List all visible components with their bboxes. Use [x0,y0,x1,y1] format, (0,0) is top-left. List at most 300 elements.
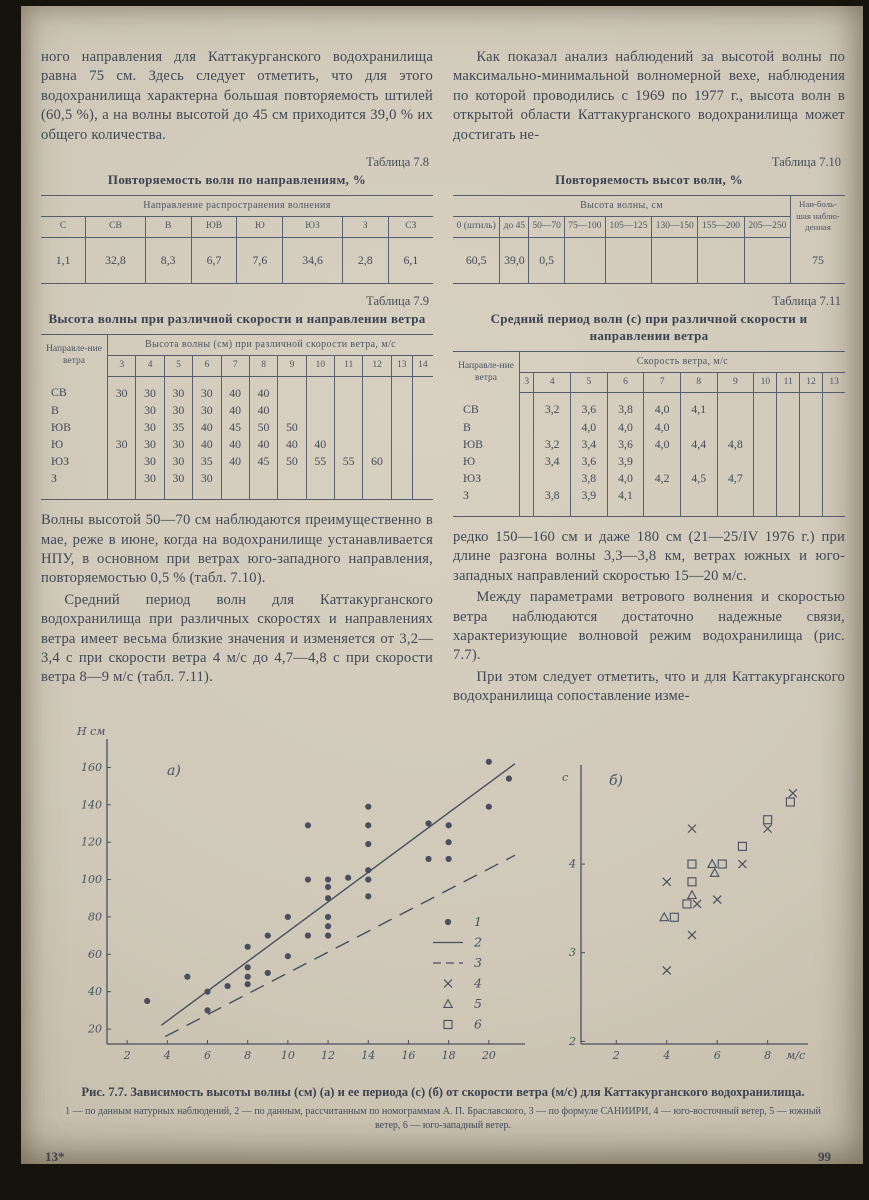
table-cell: 30 [164,470,192,500]
table-cell [412,436,433,453]
table-cell [335,402,363,419]
table-cell [221,470,249,500]
page-footer [45,1149,831,1165]
table-header-cell: 105—125 [605,217,651,237]
table-cell: 40 [249,436,277,453]
table-cell: 40 [306,436,334,453]
table-cell: 30 [136,470,164,500]
figure-footnote: 1 — по данным натурных наблюдений, 2 — по данным, рассчитанным по номограммам А. П. Браславского, 3 — по формуле САНИИРИ, 4 — юго-восточный ветер, 5 — южный ветер, 6 — юго-западный ветер. [65,1105,821,1131]
table-cell: 4,4 [680,436,717,453]
table-cell [363,376,391,402]
table-cell: 3,8 [607,393,644,419]
table-cell [799,436,822,453]
table-7-8-title: Повторяемость волн по направлениям, % [107,172,367,188]
table-header-cell: В [145,217,191,237]
table-header-cell: 5 [571,373,608,393]
table-cell [717,453,754,470]
paragraph-group [41,511,433,688]
table-cell: ЮВ [41,419,108,436]
table-cell: 39,0 [500,237,529,283]
page-number: 99 [818,1148,831,1164]
table-header-cell: 4 [534,373,571,393]
x-tick-label: 16 [401,1048,416,1062]
table-cell: 3,4 [534,453,571,470]
data-point [325,923,331,929]
table-header-cell: 11 [777,373,800,393]
table-cell: 30 [193,376,221,402]
chart-a-wave-height-vs-wind [67,719,525,1074]
table-cell: 3,6 [571,393,608,419]
table-cell: 40 [221,436,249,453]
table-cell [680,419,717,436]
x-tick-label: 20 [481,1048,496,1062]
x-tick-label: 18 [441,1048,456,1062]
table-cell: 0,5 [529,237,565,283]
x-tick-label: 2 [123,1048,131,1062]
table-header-cell: 130—150 [652,217,698,237]
table-header-cell: 6 [193,356,221,376]
table-cell: 45 [221,419,249,436]
y-axis-label: Н см [77,724,106,738]
data-point [204,1007,210,1013]
table-cell [335,376,363,402]
table-cell [754,419,777,436]
table-header-cell: 5 [164,356,192,376]
table-header-cell: Ю [237,217,283,237]
table-header-cell: ЮЗ [283,217,343,237]
y-tick-label: 140 [81,798,102,812]
table-cell [644,487,681,517]
table-row [453,487,845,517]
figure-caption: Рис. 7.7. Зависимость высоты волны (см) (а) и ее периода (с) (б) от скорости ветра (м/с) для Каттакурганского водохранилища. [81,1084,805,1099]
table-cell [391,402,412,419]
table-row [453,393,845,419]
table-cell [108,419,136,436]
table-cell: СВ [453,393,520,419]
table-cell [777,393,800,419]
y-tick-label: 100 [81,872,102,886]
table-cell: 30 [136,402,164,419]
data-point [305,876,311,882]
table-7-9-title: Высота волны при различной скорости и направлении ветра [48,310,426,326]
table-7-10-title: Повторяемость высот волн, % [555,172,743,188]
data-point [444,1020,452,1028]
data-point [661,913,669,921]
table-cell: 40 [221,402,249,419]
table-header-cell: 12 [363,356,391,376]
table-cell: 4,5 [680,470,717,487]
table-cell [306,419,334,436]
table-header-cell: 75—100 [564,217,605,237]
data-point [739,842,747,850]
table-cell: 4,0 [644,436,681,453]
table-cell [534,419,571,436]
table-header-cell: 0 (штиль) [453,217,500,237]
data-point [285,914,291,920]
table-cell [777,470,800,487]
table-cell [652,237,698,283]
data-point [144,998,150,1004]
data-point [764,815,772,823]
table-cell [777,419,800,436]
table-cell: 40 [249,402,277,419]
table-cell: ЮЗ [453,470,520,487]
table-cell [823,470,845,487]
table-cell: 4,0 [607,470,644,487]
data-point [787,798,795,806]
data-point [305,822,311,828]
table-cell: 4,7 [717,470,754,487]
table-cell [335,436,363,453]
data-point [486,803,492,809]
table-cell: 8,3 [145,237,191,283]
book-page [21,6,863,1164]
table-cell [278,376,306,402]
table-header-cell: 9 [717,373,754,393]
table-cell [108,402,136,419]
table-cell [823,436,845,453]
table-header-cell: С [41,217,86,237]
table-row [453,453,845,470]
table-cell [335,419,363,436]
table-cell [799,419,822,436]
table-cell: 60,5 [465,252,487,267]
table-cell: 3,6 [571,453,608,470]
table-row [453,419,845,436]
table-header-cell: Направление распространения волнения [41,195,433,217]
data-point [245,973,251,979]
table-cell: 30 [193,470,221,500]
data-point [425,856,431,862]
data-point [325,884,331,890]
table-cell [777,453,800,470]
table-cell: 4,1 [680,393,717,419]
data-point [224,983,230,989]
table-cell [363,419,391,436]
table-cell: 40 [249,376,277,402]
table-cell: 40 [193,419,221,436]
table-cell: 30 [115,385,128,400]
table-cell [391,376,412,402]
table-cell: 2,8 [342,237,388,283]
table-cell: 55 [335,453,363,470]
data-point [708,859,716,867]
data-point [711,868,719,876]
data-point [265,932,271,938]
y-tick-label: 160 [81,760,102,774]
table-header-cell: 205—250 [744,217,790,237]
table-header-cell: до 45 [500,217,529,237]
panel-label: а) [167,762,181,779]
data-point [325,876,331,882]
table-row [453,436,845,453]
data-point [444,999,452,1007]
table-cell: ЮВ [453,436,520,453]
table-cell: 55 [306,453,334,470]
table-cell: 30 [136,419,164,436]
table-cell [823,453,845,470]
data-point [365,803,371,809]
y-tick-label: 20 [88,1022,102,1036]
y-tick-label: 3 [569,945,577,959]
x-axis-label: м/с [786,1048,806,1062]
table-row [41,402,433,419]
table-cell [680,487,717,517]
table-cell [799,393,822,419]
table-row [41,436,433,453]
table-cell [391,470,412,500]
table-cell: СВ [41,376,108,402]
table-cell: З [453,487,520,517]
table-cell: 30 [193,402,221,419]
table-cell [278,470,306,500]
table-cell [363,402,391,419]
table-cell [754,436,777,453]
table-7-9-label: Таблица 7.9 [366,293,429,308]
table-7-10 [453,195,845,284]
table-cell [777,487,800,517]
table-7-11-title: Средний период волн (с) при различной скорости и направлении ветра [490,310,808,343]
table-7-8-label: Таблица 7.8 [366,155,429,170]
table-cell: 4,0 [607,419,644,436]
table-cell: 30 [164,402,192,419]
table-cell: 4,0 [571,419,608,436]
data-point [245,964,251,970]
table-cell [823,419,845,436]
panel-label: б) [609,772,624,789]
table-cell: 3,8 [571,470,608,487]
table-cell [363,470,391,500]
data-point [688,860,696,868]
x-tick-label: 4 [663,1048,671,1062]
table-cell: 3,2 [534,436,571,453]
data-point [506,775,512,781]
left-column [41,48,433,709]
data-point [446,822,452,828]
table-header-cell: 3 [108,356,136,376]
table-cell [306,470,334,500]
table-cell [564,237,605,283]
legend-label: 4 [474,975,482,991]
data-point [365,876,371,882]
table-header-cell: СЗ [388,217,433,237]
table-cell: 3,2 [534,393,571,419]
table-cell [754,453,777,470]
table-header-cell: Наи-боль-шая наблю-денная [791,195,846,237]
table-cell [306,376,334,402]
paragraph: Между параметрами ветрового волнения и скоростью ветра наблюдаются достаточно надежные связи, характеризующие волновой режим водохранилища (рис. 7.7). [453,589,845,664]
data-point [265,970,271,976]
table-cell: 75 [791,237,846,283]
data-point [245,981,251,987]
table-cell [717,393,754,419]
table-7-9 [41,334,433,500]
data-point [683,900,691,908]
trend-line [165,855,515,1036]
table-header-cell: 6 [607,373,644,393]
table-cell [605,237,651,283]
table-cell [412,419,433,436]
table-cell: 3,8 [534,487,571,517]
table-cell: 50 [278,419,306,436]
data-point [365,841,371,847]
table-cell: В [453,419,520,436]
table-header-cell: СВ [86,217,146,237]
table-cell: 30 [115,436,128,451]
table-cell [391,453,412,470]
table-header-cell: 3 [520,373,534,393]
data-point [365,893,371,899]
data-point [245,943,251,949]
table-header-cell: З [342,217,388,237]
data-point [365,822,371,828]
table-header-cell: 13 [391,356,412,376]
table-cell: 4,2 [644,470,681,487]
table-cell [754,393,777,419]
legend-label: 3 [474,954,482,970]
trend-line [161,763,515,1025]
paragraph: Как показал анализ наблюдений за высотой волны по максимально-минимальной волномерной вехе, наблюдения по которой проводились с 1969 по 1977 г., высота волн в открытой области Каттакурганского водохранилища может достигать не- [453,49,845,143]
table-7-8 [41,195,433,284]
table-header-cell: 8 [249,356,277,376]
legend-label: 6 [474,1016,482,1032]
table-cell: 50 [249,419,277,436]
paragraph: Волны высотой 50—70 см наблюдаются преимущественно в мае, реже в июне, когда на водохранилище устанавливается НПУ, в основном при ветрах юго-западного направления, повторяемостью 0,5 % (табл. 7.10). [41,512,433,587]
table-cell [412,453,433,470]
legend-label: 1 [474,913,482,929]
data-point [719,860,727,868]
y-tick-label: 4 [569,857,577,871]
table-header-cell: 11 [335,356,363,376]
table-cell: 30 [136,436,164,453]
table-cell: 3,6 [607,436,644,453]
table-cell [412,376,433,402]
table-row [453,470,845,487]
table-cell: 60 [363,453,391,470]
table-header-cell: 8 [680,373,717,393]
x-tick-label: 4 [163,1048,171,1062]
table-cell: 4,1 [607,487,644,517]
table-cell: 4,0 [644,419,681,436]
table-cell [278,402,306,419]
paragraph: ного направления для Каттакурганского водохранилища равна 75 см. Здесь следует отметить, что для этого водохранилища характерна большая повторяемость штилей (60,5 %), а на волны высотой до 45 см приходится 39,0 % их общего количества. [41,49,433,143]
x-tick-label: 6 [203,1048,211,1062]
table-cell: 4,8 [717,436,754,453]
table-header-cell: 9 [278,356,306,376]
table-header-cell: 50—70 [529,217,565,237]
table-cell: 40 [278,436,306,453]
table-cell: 35 [164,419,192,436]
x-tick-label: 12 [321,1048,336,1062]
y-tick-label: 60 [88,947,102,961]
table-header-cell: 13 [823,373,845,393]
x-tick-label: 2 [613,1048,621,1062]
table-cell [391,436,412,453]
table-7-11-label: Таблица 7.11 [772,293,841,308]
data-point [671,913,679,921]
table-cell: 30 [136,453,164,470]
x-tick-label: 6 [714,1048,722,1062]
table-cell: Ю [41,436,108,453]
table-cell: 3,9 [571,487,608,517]
table-header-cell: 10 [754,373,777,393]
x-tick-label: 8 [764,1048,772,1062]
table-cell [777,436,800,453]
table-cell [520,436,534,453]
table-header-cell: Высота волны (см) при различной скорости ветра, м/с [108,334,434,356]
table-cell: В [41,402,108,419]
table-cell [520,470,534,487]
y-tick-label: 2 [569,1034,577,1048]
table-cell: 40 [193,436,221,453]
table-cell: 40 [221,376,249,402]
data-point [446,839,452,845]
table-cell: 7,6 [237,237,283,283]
table-cell [520,453,534,470]
table-row [41,470,433,500]
table-cell: 1,1 [55,252,71,267]
table-cell [249,470,277,500]
x-tick-label: 8 [244,1048,252,1062]
table-cell: 30 [164,436,192,453]
table-cell [412,402,433,419]
table-cell [717,487,754,517]
legend-label: 2 [474,934,482,950]
table-header-cell: 7 [644,373,681,393]
paragraph: Средний период волн для Каттакурганского водохранилища при различных скоростях и направлениях ветра имеет весьма близкие значения и изменяется от 3,2—3,4 с при скорости ветра 4 м/с до 4,7—4,8 с при скорости ветра 8—9 м/с (табл. 7.11). [41,591,433,686]
table-cell: 32,8 [86,237,146,283]
data-point [446,856,452,862]
signature-mark: 13* [45,1148,65,1164]
table-cell: 3,4 [571,436,608,453]
table-cell: З [41,470,108,500]
table-header-cell: 14 [412,356,433,376]
y-axis-label: с [562,770,569,784]
table-cell [823,487,845,517]
table-header-cell: 155—200 [698,217,744,237]
right-column [453,48,845,709]
table-cell [754,487,777,517]
two-column-text [41,48,845,709]
table-cell: 45 [249,453,277,470]
chart-b-wave-period-vs-wind [547,749,845,1074]
table-cell [363,436,391,453]
table-header-cell: Скорость ветра, м/с [520,351,846,373]
table-cell: 50 [278,453,306,470]
table-cell [744,237,790,283]
table-header-cell: Высота волны, см [453,195,791,217]
table-cell [520,393,534,419]
table-cell [335,470,363,500]
table-row [41,453,433,470]
table-cell: 35 [193,453,221,470]
table-cell [534,470,571,487]
table-header-cell: Направле-ние ветра [453,351,520,393]
table-cell: 34,6 [283,237,343,283]
data-point [305,932,311,938]
data-point [285,953,291,959]
table-cell [799,470,822,487]
table-7-10-label: Таблица 7.10 [771,155,841,170]
table-cell: 30 [136,376,164,402]
table-header-cell: 10 [306,356,334,376]
table-cell: 4,0 [644,393,681,419]
data-point [325,932,331,938]
table-cell: 6,1 [388,237,433,283]
y-tick-label: 40 [88,984,102,998]
table-cell [306,402,334,419]
table-cell [520,487,534,517]
